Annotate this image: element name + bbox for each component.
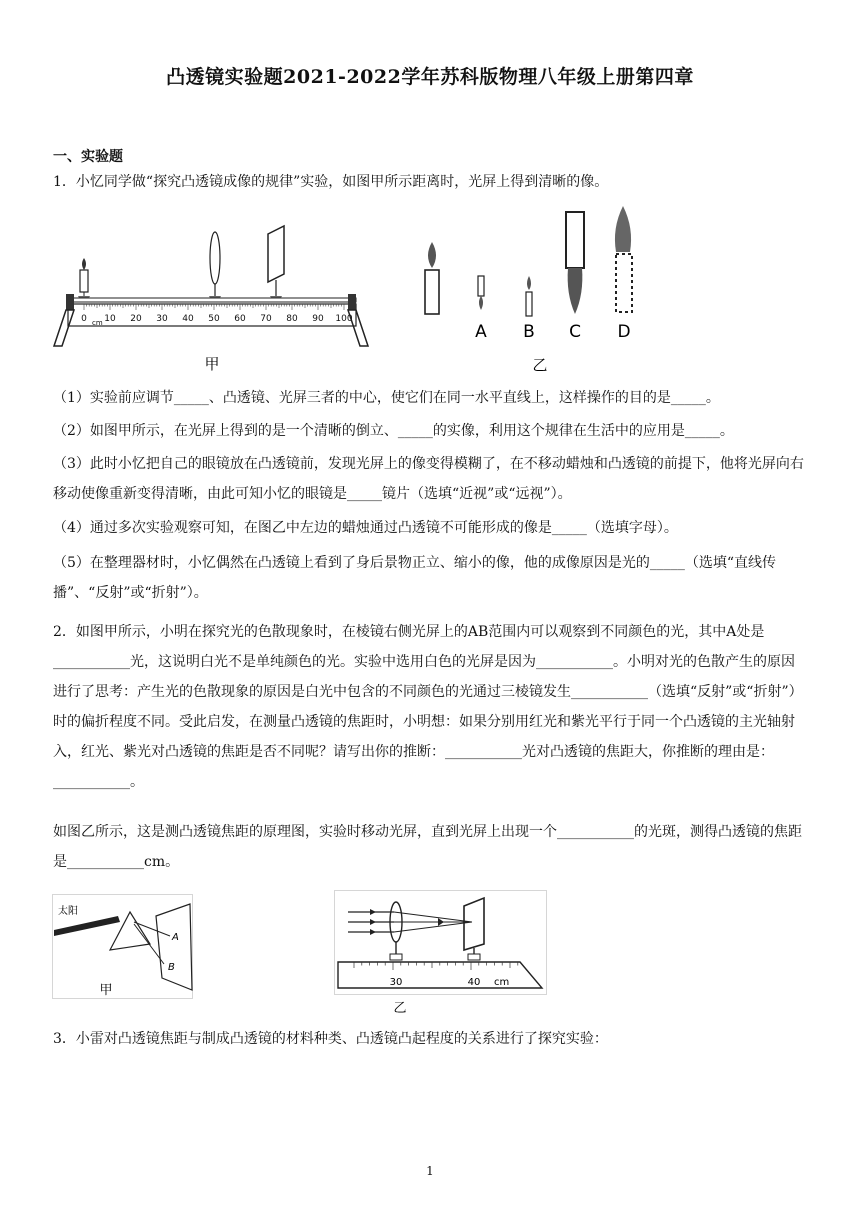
image-c-flame xyxy=(568,268,583,314)
image-b-candle xyxy=(526,292,532,316)
focal-figure-caption: 乙 xyxy=(393,1001,407,1016)
source-candle-flame xyxy=(428,242,436,268)
sunlight-beam xyxy=(54,916,120,936)
bench-screen xyxy=(268,226,284,282)
ruler-tick-label: 100 xyxy=(335,314,353,324)
ruler-tick-label: 0 xyxy=(81,314,87,324)
sun-label: 太阳 xyxy=(58,906,78,917)
bench-caption: 甲 xyxy=(204,355,220,373)
source-candle xyxy=(425,270,439,314)
image-d-flame xyxy=(615,206,631,252)
ruler-tick-label: 40 xyxy=(182,314,194,324)
ruler-tick-label: 10 xyxy=(104,314,116,324)
question-1-stem: 1．小忆同学做“探究凸透镜成像的规律”实验，如图甲所示距离时，光屏上得到清晰的像。 xyxy=(53,174,609,190)
question-1-part-2: （2）如图甲所示，在光屏上得到的是一个清晰的倒立、_____的实像，利用这个规律在生活中的应用是_____。 xyxy=(53,423,734,439)
image-c-candle xyxy=(566,212,584,268)
ruler-tick-label: 30 xyxy=(156,314,168,324)
question-3-stem: 3．小雷对凸透镜焦距与制成凸透镜的材料种类、凸透镜凸起程度的关系进行了探究实验： xyxy=(53,1031,608,1047)
focal-screen xyxy=(464,898,484,950)
question-1-part-5: （5）在整理器材时，小忆偶然在凸透镜上看到了身后景物正立、缩小的像，他的成像原因是光的_____（选填“直线传播”、“反射”或“折射”）。 xyxy=(53,555,777,601)
question-1-part-1: （1）实验前应调节_____、凸透镜、光屏三者的中心，使它们在同一水平直线上，这样操作的目的是_____。 xyxy=(53,390,720,406)
focal-tick-40: 40 xyxy=(467,977,481,988)
label-d: D xyxy=(617,322,631,342)
page-title: 凸透镜实验题2021-2022学年苏科版物理八年级上册第四章 xyxy=(166,66,694,88)
focal-unit: cm xyxy=(494,977,510,988)
ruler-tick-label: 90 xyxy=(312,314,324,324)
ruler-tick-label: 50 xyxy=(208,314,220,324)
question-2-text: 2．如图甲所示，小明在探究光的色散现象时，在棱镜右侧光屏上的AB范围内可以观察到不同颜色的光，其中A处是___________光，这说明白光不是单纯颜色的光。实验中选用白色的光屏是因为___________。小明对光的色散产生的原因进行了思考：产生光的色散现象的原因是白光中包含的不同颜色的光通过三棱镜发生___________（选填“反射”或“折射”）时的偏折程度不同。受此启发，在测量凸透镜的焦距时，小明想：如果分别用红光和紫光平行于同一个凸透镜的主光轴射入，红光、紫光对凸透镜的焦距是否不同呢？请写出你的推断：___________光对凸透镜的焦距大，你推断的理由是：___________。 xyxy=(53,624,803,790)
point-b-label: B xyxy=(168,962,175,973)
figure-candle-images xyxy=(412,204,652,376)
ruler-tick-label: 80 xyxy=(286,314,298,324)
prism-figure-caption: 甲 xyxy=(99,983,113,998)
label-c: C xyxy=(569,322,581,342)
question-1-part-3: （3）此时小忆把自己的眼镜放在凸透镜前，发现光屏上的像变得模糊了，在不移动蜡烛和凸透镜的前提下，他将光屏向右移动使像重新变得清晰，由此可知小忆的眼镜是_____镜片（选填“近视”或“远视”）。 xyxy=(53,456,804,502)
figure-focal-length xyxy=(334,890,549,1020)
point-a-label: A xyxy=(172,932,179,943)
ruler-tick-label: 20 xyxy=(130,314,142,324)
ruler-unit: cm xyxy=(92,319,103,327)
section-heading: 一、实验题 xyxy=(53,149,123,165)
bench-lens xyxy=(210,232,220,284)
question-1-part-4: （4）通过多次实验观察可知，在图乙中左边的蜡烛通过凸透镜不可能形成的像是_____（选填字母）。 xyxy=(53,520,678,536)
question-2-followup: 如图乙所示，这是测凸透镜焦距的原理图，实验时移动光屏，直到光屏上出现一个___________的光斑，测得凸透镜的焦距是___________cm。 xyxy=(53,824,802,870)
page-number: 1 xyxy=(426,1164,434,1178)
light-screen xyxy=(156,904,192,990)
image-d-candle xyxy=(616,254,632,312)
figure-prism-dispersion xyxy=(52,894,197,1004)
bench-candle xyxy=(80,270,88,292)
figure-optical-bench xyxy=(52,224,372,376)
label-b: B xyxy=(523,322,535,342)
bench-candle-flame xyxy=(82,258,86,270)
label-a: A xyxy=(475,322,487,342)
ruler-tick-label: 70 xyxy=(260,314,272,324)
ruler-tick-label: 60 xyxy=(234,314,246,324)
image-a-flame xyxy=(479,296,483,310)
focal-tick-30: 30 xyxy=(389,977,403,988)
focal-ruler xyxy=(338,962,542,988)
candle-figure-caption: 乙 xyxy=(532,356,548,374)
image-a-candle xyxy=(478,276,484,296)
image-b-flame xyxy=(527,276,531,290)
